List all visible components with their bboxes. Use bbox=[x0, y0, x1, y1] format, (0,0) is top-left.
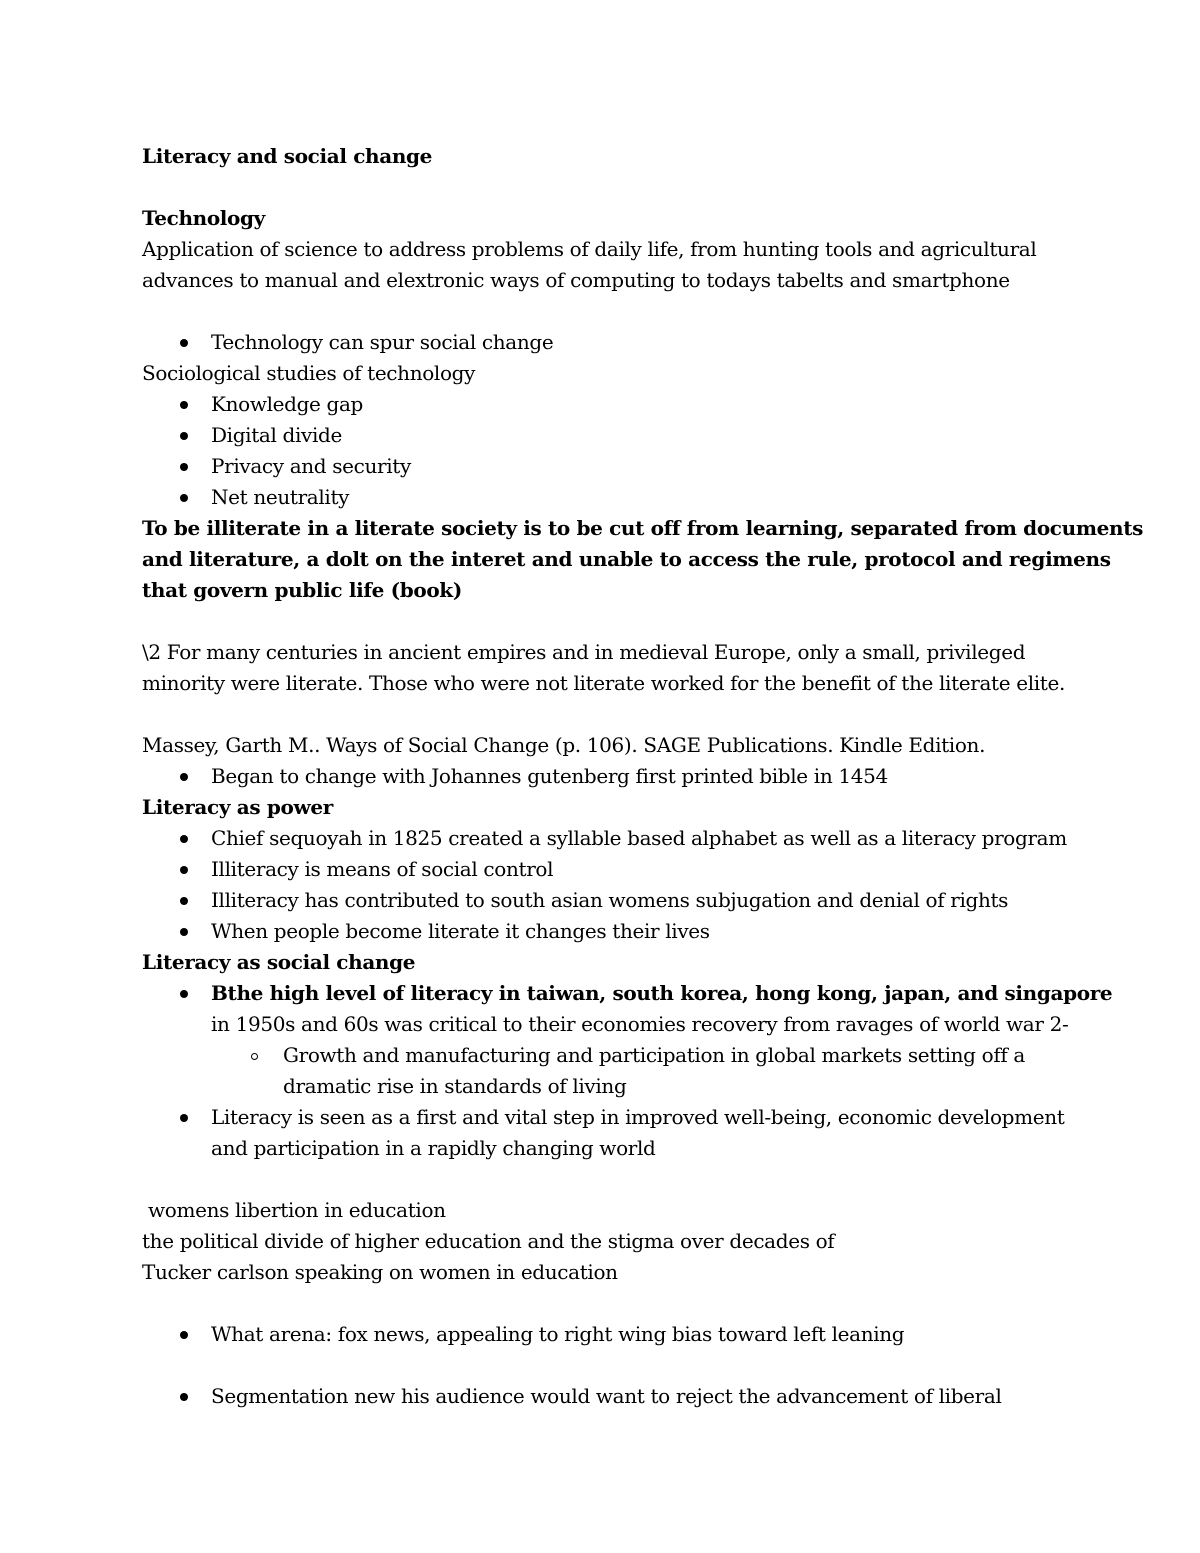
bullet-icon bbox=[180, 463, 188, 471]
bold-quote-line: To be illiterate in a literate society is to be cut off from learning, separated from documents bbox=[142, 516, 1143, 540]
bullet-icon bbox=[180, 1114, 188, 1122]
bullet-icon bbox=[180, 990, 188, 998]
sub-bullet-continuation: dramatic rise in standards of living bbox=[283, 1074, 627, 1098]
power-heading: Literacy as power bbox=[142, 795, 333, 819]
bold-quote-line: that govern public life (book) bbox=[142, 578, 462, 602]
studies-heading: Sociological studies of technology bbox=[142, 361, 476, 385]
bullet-icon bbox=[180, 1331, 188, 1339]
bullet-item: Illiteracy is means of social control bbox=[211, 857, 554, 881]
bullet-icon bbox=[180, 339, 188, 347]
bullet-icon bbox=[180, 401, 188, 409]
bullet-icon bbox=[180, 773, 188, 781]
closing-line: womens libertion in education bbox=[142, 1198, 446, 1222]
technology-heading: Technology bbox=[142, 206, 265, 230]
quote-paragraph-line: minority were literate. Those who were not literate worked for the benefit of the literate elite. bbox=[142, 671, 1065, 695]
citation: Massey, Garth M.. Ways of Social Change (p. 106). SAGE Publications. Kindle Edition. bbox=[142, 733, 986, 757]
bullet-item: Net neutrality bbox=[211, 485, 350, 509]
bold-quote-line: and literature, a dolt on the interet and unable to access the rule, protocol and regimens bbox=[142, 547, 1111, 571]
sub-bullet-item: Growth and manufacturing and participation in global markets setting off a bbox=[283, 1043, 1026, 1067]
bullet-item: Began to change with Johannes gutenberg first printed bible in 1454 bbox=[211, 764, 888, 788]
bullet-icon bbox=[180, 835, 188, 843]
closing-line: the political divide of higher education and the stigma over decades of bbox=[142, 1229, 835, 1253]
bullet-icon bbox=[180, 928, 188, 936]
bullet-item-continuation: in 1950s and 60s was critical to their economies recovery from ravages of world war 2- bbox=[211, 1012, 1069, 1036]
bullet-item: When people become literate it changes their lives bbox=[211, 919, 710, 943]
bullet-item: What arena: fox news, appealing to right wing bias toward left leaning bbox=[211, 1322, 905, 1346]
bullet-item: Chief sequoyah in 1825 created a syllable based alphabet as well as a literacy program bbox=[211, 826, 1067, 850]
technology-definition-line: Application of science to address problems of daily life, from hunting tools and agricultural bbox=[142, 237, 1037, 261]
quote-paragraph-line: \2 For many centuries in ancient empires and in medieval Europe, only a small, privileged bbox=[142, 640, 1026, 664]
bullet-icon bbox=[180, 432, 188, 440]
bullet-item-continuation: and participation in a rapidly changing world bbox=[211, 1136, 656, 1160]
bullet-item: Technology can spur social change bbox=[211, 330, 554, 354]
bullet-item: Illiteracy has contributed to south asian womens subjugation and denial of rights bbox=[211, 888, 1009, 912]
bullet-item: Literacy is seen as a first and vital step in improved well-being, economic development bbox=[211, 1105, 1065, 1129]
bullet-item: Digital divide bbox=[211, 423, 342, 447]
sub-bullet-icon bbox=[251, 1053, 258, 1060]
bullet-icon bbox=[180, 494, 188, 502]
bullet-item: Knowledge gap bbox=[211, 392, 363, 416]
bullet-icon bbox=[180, 1393, 188, 1401]
bullet-icon bbox=[180, 897, 188, 905]
bullet-item: Privacy and security bbox=[211, 454, 411, 478]
closing-line: Tucker carlson speaking on women in education bbox=[142, 1260, 618, 1284]
document-title: Literacy and social change bbox=[142, 144, 433, 168]
bullet-icon bbox=[180, 866, 188, 874]
bullet-item-bold: Bthe high level of literacy in taiwan, south korea, hong kong, japan, and singapore bbox=[211, 981, 1113, 1005]
bullet-item: Segmentation new his audience would want to reject the advancement of liberal bbox=[211, 1384, 1002, 1408]
technology-definition-line: advances to manual and elextronic ways of computing to todays tabelts and smartphone bbox=[142, 268, 1010, 292]
social-change-heading: Literacy as social change bbox=[142, 950, 416, 974]
